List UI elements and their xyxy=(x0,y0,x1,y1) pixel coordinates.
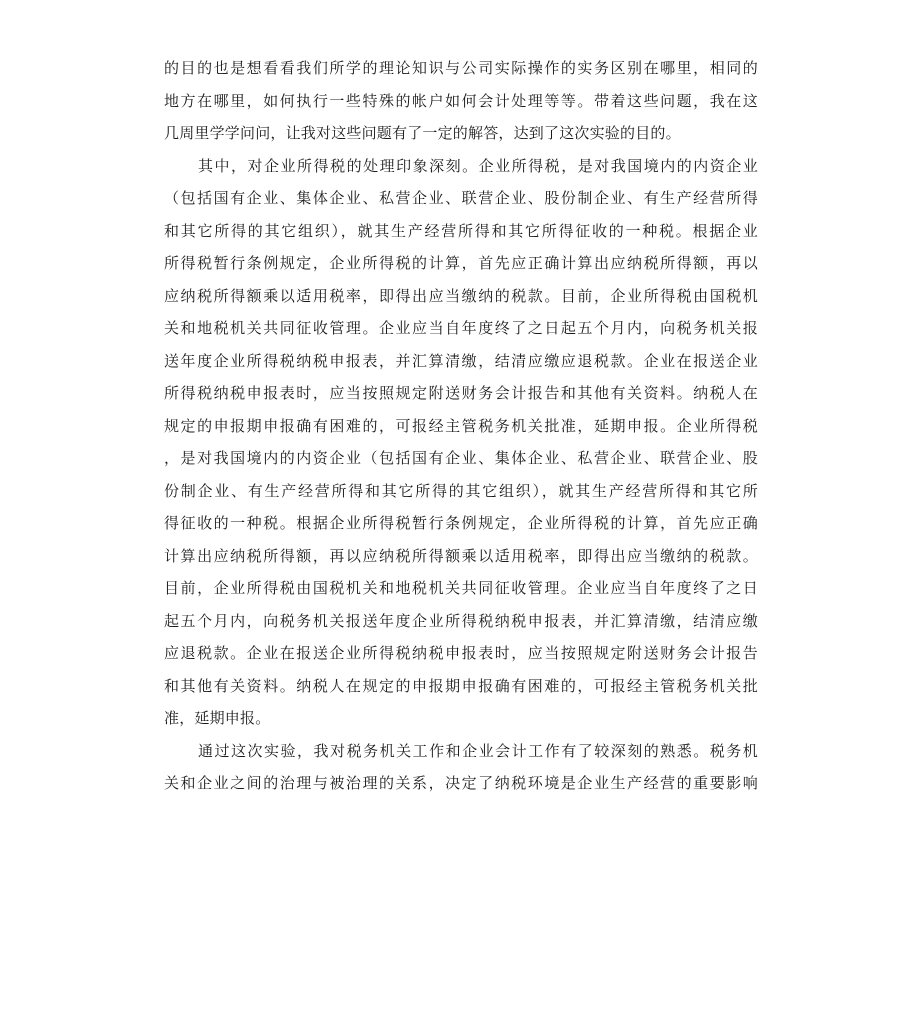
text-line: 所得税纳税申报表时，应当按照规定附送财务会计报告和其他有关资料。纳税人在 xyxy=(164,384,758,402)
text-line: 其中，对企业所得税的处理印象深刻。企业所得税，是对我国境内的内资企业 xyxy=(198,156,758,175)
text-line: 份制企业、有生产经营所得和其它所得的其它组织），就其生产经营所得和其它所 xyxy=(164,481,758,500)
text-line: （包括国有企业、集体企业、私营企业、联营企业、股份制企业、有生产经营所得 xyxy=(164,189,758,207)
text-line: 规定的申报期申报确有困难的，可报经主管税务机关批准，延期申报。企业所得税 xyxy=(164,416,758,435)
text-line: ，是对我国境内的内资企业（包括国有企业、集体企业、私营企业、联营企业、股 xyxy=(164,449,758,467)
text-line: 应纳税所得额乘以适用税率，即得出应当缴纳的税款。目前，企业所得税由国税机 xyxy=(164,286,758,305)
document-body xyxy=(164,52,758,800)
paragraph-p2 xyxy=(164,150,758,735)
text-line: 关和企业之间的治理与被治理的关系，决定了纳税环境是企业生产经营的重要影响 xyxy=(164,774,758,792)
text-line: 的目的也是想看看我们所学的理论知识与公司实际操作的实务区别在哪里，相同的 xyxy=(164,59,758,77)
text-line: 地方在哪里，如何执行一些特殊的帐户如何会计处理等等。带着这些问题，我在这 xyxy=(164,91,758,110)
text-line: 所得税暂行条例规定，企业所得税的计算，首先应正确计算出应纳税所得额，再以 xyxy=(164,254,758,272)
text-line: 计算出应纳税所得额，再以应纳税所得额乘以适用税率，即得出应当缴纳的税款。 xyxy=(164,546,758,565)
paragraph-p1 xyxy=(164,52,758,150)
text-line: 关和地税机关共同征收管理。企业应当自年度终了之日起五个月内，向税务机关报 xyxy=(164,319,758,337)
text-line: 送年度企业所得税纳税申报表，并汇算清缴，结清应缴应退税款。企业在报送企业 xyxy=(164,351,758,370)
text-line: 准，延期申报。 xyxy=(164,709,271,727)
text-line: 起五个月内，向税务机关报送年度企业所得税纳税申报表，并汇算清缴，结清应缴 xyxy=(164,611,758,630)
text-line: 应退税款。企业在报送企业所得税纳税申报表时，应当按照规定附送财务会计报告 xyxy=(164,644,758,662)
text-line: 得征收的一种税。根据企业所得税暂行条例规定，企业所得税的计算，首先应正确 xyxy=(164,514,758,532)
text-line: 几周里学学问问，让我对这些问题有了一定的解答，达到了这次实验的目的。 xyxy=(164,124,681,142)
text-line: 和其他有关资料。纳税人在规定的申报期申报确有困难的，可报经主管税务机关批 xyxy=(164,676,758,695)
text-line: 目前，企业所得税由国税机关和地税机关共同征收管理。企业应当自年度终了之日 xyxy=(164,579,758,597)
paragraph-p3 xyxy=(164,735,758,800)
text-line: 和其它所得的其它组织），就其生产经营所得和其它所得征收的一种税。根据企业 xyxy=(164,221,758,240)
text-line: 通过这次实验，我对税务机关工作和企业会计工作有了较深刻的熟悉。税务机 xyxy=(198,741,758,760)
